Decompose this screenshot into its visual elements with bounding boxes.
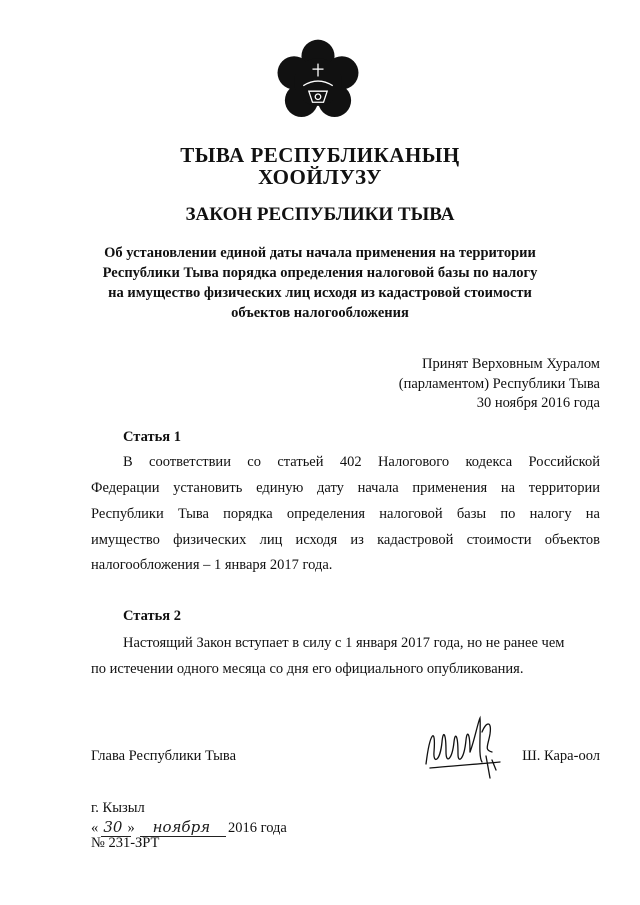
adopted-line: Принят Верховным Хуралом	[422, 356, 600, 372]
article-1-heading: Статья 1	[123, 429, 181, 445]
place-city: г. Кызыл	[91, 800, 145, 816]
article-2-heading: Статья 2	[123, 608, 181, 624]
article-2-line: Настоящий Закон вступает в силу с 1 января 2017 года, но не ранее чем	[123, 635, 565, 651]
adopted-line: (парламентом) Республики Тыва	[398, 376, 600, 392]
republic-emblem-icon	[272, 36, 364, 128]
subject-line: объектов налогообложения	[231, 305, 409, 321]
date-quote-close: »	[127, 820, 135, 836]
article-1-line: имущество физических лиц исходя из кадастровой стоимости объектов	[91, 532, 600, 548]
signatory-name: Ш. Кара-оол	[522, 748, 600, 764]
handwritten-signature-icon	[420, 712, 506, 780]
header-tuvan-line1: ТЫВА РЕСПУБЛИКАНЫҢ	[180, 143, 460, 167]
article-1-line: Республики Тыва порядка определения налоговой базы по налогу на	[91, 506, 600, 522]
article-1-line: налогообложения – 1 января 2017 года.	[91, 557, 333, 573]
law-title: ЗАКОН РЕСПУБЛИКИ ТЫВА	[185, 204, 455, 225]
date-year: 2016 года	[228, 820, 287, 836]
signatory-position: Глава Республики Тыва	[91, 748, 237, 764]
subject-line: Об установлении единой даты начала применения на территории	[104, 245, 536, 261]
adopted-line: 30 ноября 2016 года	[476, 395, 600, 411]
article-1-line: Федерации установить единую дату начала применения на территории	[91, 480, 600, 496]
handwritten-day: 30	[103, 818, 123, 836]
article-2-line: по истечении одного месяца со дня его официального опубликования.	[91, 661, 524, 677]
subject-line: на имущество физических лиц исходя из кадастровой стоимости	[108, 285, 532, 301]
date-quote-open: «	[91, 820, 99, 836]
handwritten-month: ноября	[152, 818, 211, 836]
article-1-line: В соответствии со статьей 402 Налогового кодекса Российской	[123, 454, 600, 470]
subject-line: Республики Тыва порядка определения налоговой базы по налогу	[102, 265, 538, 281]
law-number: № 231-ЗРТ	[91, 835, 160, 851]
header-tuvan-line2: ХООЙЛУЗУ	[258, 165, 382, 189]
